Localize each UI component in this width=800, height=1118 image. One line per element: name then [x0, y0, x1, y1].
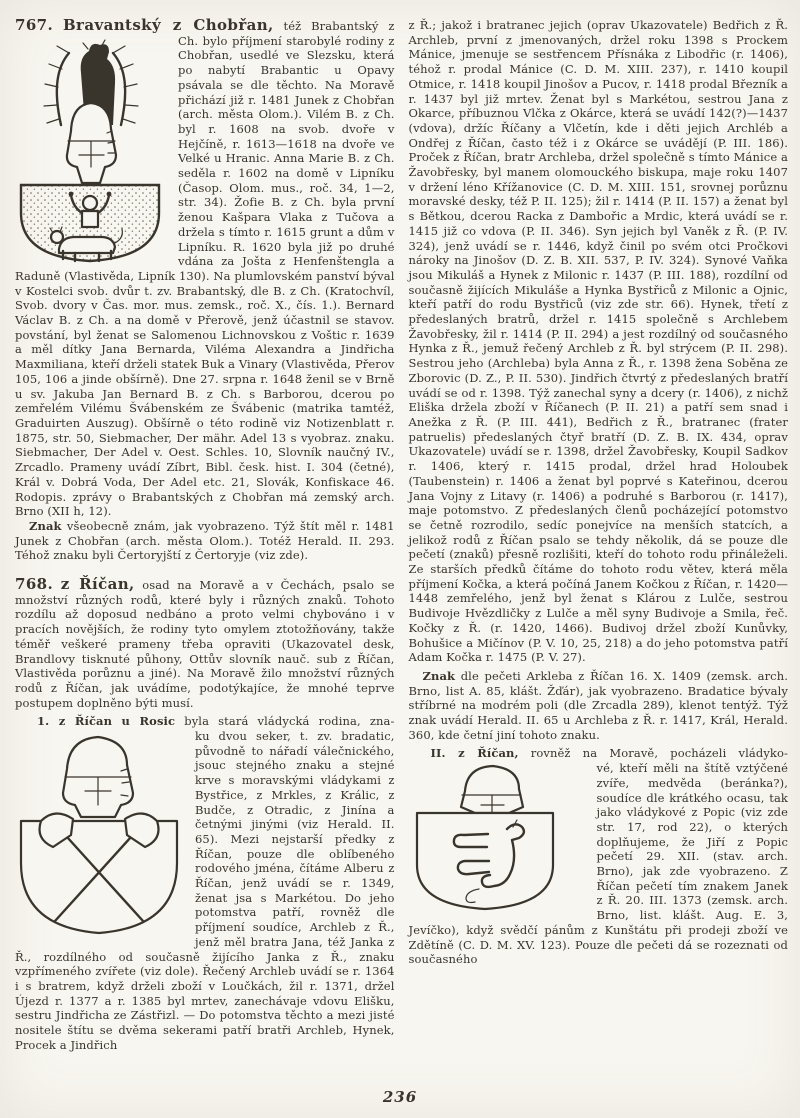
- section-1-body-text: ku dvou seker, t. zv. bradatic, původně to nářadí válečnického, jsouc stejného znaku a stejné krve s moravskými vládykami z Bystřice, z Mrkles, z Králic, z Budče, z Otradic, z Jinína a četnými jinými (viz Herald. II. 65). Mezi nejstarší předky z Říčan, pouze dle oblíbeného rodového jména, čítáme Alberu z Říčan, jenž uvádí se r. 1349, ženat jsa s Markétou. Do jeho potomstva patří, rovněž dle příjmení soudíce, Archleb z Ř., jenž měl bratra Jana, též Janka z Ř., rozdílného od současně žijícího Janka z Ř., znaku vzpřímeného zvířete (viz dole). Řečený Archleb uvádí se r. 1364 i s bratrem, když drželi zboží v Loučkách, žil r. 1371, držel Újezd r. 1377 a r. 1385 byl mrtev, zanechávaje vdovu Elišku, sestru Jindřicha ze Zástřizl. — Do potomstva těchto a mezi jisté nositele štítu se dvěma sekerami patří bratři Archleb, Hynek, Procek a Jindřich: [15, 729, 395, 1052]
- right-column: [409, 18, 789, 1053]
- entry-767-heading: [15, 18, 395, 34]
- entry-767-number: 767.: [15, 16, 54, 34]
- section-2-body-text: vé, kteří měli na štítě vztýčené zvíře, medvěda (beránka?), soudíce dle krátkého ocasu, tak jako vládykové z Popic (viz zde str. 17, rod 22), o kterých doplňujeme, že Jiří z Popic pečetí 29. XII. (stav. arch. Brno), jak zde vyobrazeno. Z Říčan pečetí tím znakem Janek z Ř. 20. III. 1373 (zemsk. arch. Brno, list. klášt. Aug. E. 3, Jevíčko), když svědčí pánům z Kunštátu při prodeji zboží ve Zdětíně (C. D. M. XV. 123). Pouze dle pečeti dá se rozeznati od současného: [408, 761, 788, 967]
- section-1-title: 1. z Říčan u Rosic: [37, 714, 176, 729]
- entry-768-number: 768.: [15, 575, 54, 594]
- great-helm: [67, 103, 116, 183]
- section-2-body: [409, 761, 789, 967]
- coat-of-arms-bradatice-image: [15, 731, 183, 937]
- continuation-paragraph: [409, 18, 789, 665]
- znak-text: všeobecně znám, jak vyobrazeno. Týž štít měl r. 1481 Junek z Chobřan (arch. města Olom.). Totéž Herald. II. 293. Téhož znaku byli Čertoryjští z Čertoryje (viz zde).: [15, 518, 395, 563]
- section-1-heading: [15, 714, 395, 729]
- entry-767-title: Bravantský z Chobřan,: [62, 16, 274, 34]
- shield-upright-animal: [417, 813, 553, 909]
- entry-767-heading-rest: též Brabantský z: [283, 19, 395, 33]
- section-2-title: II. z Říčan,: [430, 746, 519, 761]
- entry-768-body-text: osad na Moravě a v Čechách, psalo se množství různých rodů, které byly i různých znaků. Tohoto rozdílu až doposud nedbáno a proto velmi chybováno i v pracích novějších, že rodiny tyto omylem ztotožňovány, takže téměř veškeré prameny třeba opraviti (Ukazovatel desk, Brandlovy tisknuté půhony, Ottův slovník nauč. sub z Říčan, Vlastivěda porůznu a jiné). Na Moravě žilo množství různých rodů z Říčan, jak uvádíme, podotýkajíce, že mnohé teprve postupem doplněno býti musí.: [15, 578, 395, 710]
- entry-767-znak-paragraph: [15, 519, 395, 563]
- coat-of-arms-chobran-image: [15, 37, 165, 263]
- shield-man-and-dog: [21, 185, 159, 261]
- left-column: [15, 18, 395, 1053]
- section-1-body: [15, 729, 395, 1052]
- entry-768-title: z Říčan,: [60, 575, 135, 594]
- section-2-heading-rest: rovněž na Moravě, pocházeli vládyko-: [518, 746, 788, 761]
- entry-767-body-text: Ch. bylo příjmení starobylé rodiny z Chobřan, usedlé ve Slezsku, která po nabytí Brabantic u Opavy psávala se dle těchto. Na Moravě přichází již r. 1481 Junek z Chobřan (arch. města Olom.). Vilém B. z Ch. byl r. 1608 na svob. dvoře v Hejčíně, r. 1613—1618 na dvoře ve Velké u Hranic. Anna Marie B. z Ch. seděla r. 1602 na domě v Lipníku (Časop. Olom. mus., roč. 34, 1—2, str. 34). Žofie B. z Ch. byla první ženou Kašpara Vlaka z Tučova a držela s tímto r. 1615 grunt a dům v Lipníku. R. 1620 byla již po druhé vdána za Jošta z Henfenštengla a Raduně (Vlastivěda, Lipník 130). Na plumlovském panství býval v Kostelci svob. dvůr t. zv. Brabantský, dle B. z Ch. (Kratochvíl, Svob. dvory v Čas. mor. mus. zemsk., roč. X., čís. 1.). Bernard Václav B. z Ch. a na domě v Přerově, jenž účastnil se stavov. povstání, byl ženat se Salomenou Lichnovskou z Voštic r. 1639 a měl dítky Jana Bernarda, Viléma Alexandra a Jindřicha Maxmiliana, kteří drželi statek Buk a Vinary (Vlastivěda, Přerov 105, 106 a jinde obšírně). Dne 27. srpna r. 1648 ženil se v Brně u sv. Jakuba Jan Bernard B. z Ch. s Barborou, dcerou po zemřelém Vilému Švábenském ze Švábenic (matrika tamtéž, Graduirten Auszug). Obšírně o této rodině viz Notizenblatt r. 1875, str. 50, Siebmacher, Der mähr. Adel 13 s vyobraz. znaku. Siebmacher, Der Adel v. Oest. Schles. 10, Slovník naučný IV., Zrcadlo. Prameny uvádí Zíbrt, Bibl. česk. hist. I. 304 (četné), Král v. Dobrá Voda, Der Adel etc. 21, Slovák, Konfiskace 46. Rodopis. zprávy o Brabantských z Chobřan má zemský arch. Brno (XII h, 12).: [15, 33, 395, 519]
- coat-of-arms-lamb-image: [409, 763, 587, 913]
- page-number: 236: [382, 1088, 418, 1106]
- continuation-text: z Ř.; jakož i bratranec jejich (oprav Ukazovatele) Bedřich z Ř. Archleb, první z jmenovaných, držel roku 1398 s Prockem Mánice, jmenuje se sestřencem Přísnáka z Libodřic (r. 1406), téhož r. prodal Mánice (C. D. M. XIII. 237), r. 1410 koupil Otmice, r. 1418 koupil Jinošov a Pucov, r. 1418 prodal Březník a r. 1437 byl již mrtev. Ženat byl s Markétou, sestrou Jana z Okarce, příbuznou Vlčka z Okárce, která se uvádí 142(?)—1437 (vdova), držíc Říčany a Vlčetín, kde i děti jejich Archléb a Ondřej z Říčan, často též i z Okárce se uvádějí (P. III. 186). Proček z Říčan, bratr Archleba, držel společně s tímto Mánice a Žavobřesky, byl manem olomouckého biskupa, maje roku 1407 v držení léno Křížanovice (C. D. M. XIII. 151, srovnej porůznu moravské desky, též P. II. 125); žil r. 1414 (P. II. 157) a ženat byl s Bětkou, dcerou Racka z Dambořic a Mrdic, která uvádí se r. 1415 již co vdova (P. II. 346). Syn jejich byl Vaněk z Ř. (P. IV. 324), jenž uvádí se r. 1446, když činil po svém otci Pročkovi nároky na Jinošov (D. Z. B. XII. 537, P. IV. 324). Synové Vaňka jsou Mikuláš a Hynek z Milonic r. 1437 (P. III. 188), rozdílní od současně žijících Mikuláše a Hynka Bystřiců z Milonic a Ojnic, kteří patří do rodu Bystřiců (viz zde str. 66). Hynek, třetí z předeslaných bratrů, držel r. 1415 společně s Archlebem Žavobřesky, žil r. 1414 (P. II. 294) a jest rozdílný od současného Hynka z Ř., jemuž řečený Archleb z Ř. byl strýcem (P. II. 298). Sestrou jeho (Archleba) byla Anna z Ř., r. 1398 žena Soběna ze Zborovic (D. Z., P. II. 530). Jindřich čtvrtý z předeslaných bratří uvádí se od r. 1398. Týž zanechal syny a dcery (r. 1406), z nichž Eliška držela zboží v Říčanech (P. II. 21) a patří sem snad i Anežka z Ř. (P. III. 441), Bedřich z Ř., bratranec (frater patruelis) předeslaných čtyř bratří (D. Z. B. IX. 434, oprav Ukazovatele) uvádí se r. 1398, držel Žavobřesky, Koupil Sadkov r. 1406, který r. 1415 prodal, držel hrad Holoubek (Taubenstein) r. 1406 a ženat byl poprvé s Kateřinou, dcerou Jana Vojny z Litavy (r. 1406) a podruhé s Barborou (r. 1417), maje potomstvo. Z předeslaných členů pocházející potomstvo se četně rozrodilo, sedíc ponejvíce na menších statcích, a jelikož rodů z Říčan psalo se tehdy několik, dá se pouze dle pečetí (znaků) přesně rozlišiti, kteří do tohoto rodu přináleželi. Ze starších předků čítáme do tohoto rodu větev, která měla příjmení Kočka, a která počíná Janem Kočkou z Říčan, r. 1420—1448 zemřelého, jenž byl ženat s Klárou z Lulče, sestrou Budivoje Hvězdličky z Lulče a měl syny Budivoje a Smila, řeč. Kočky z Ř. (r. 1420, 1466). Budivoj držel zboží Kunůvky, Bohušice a Mičínov (P. V. 10, 25, 218) a do jeho potomstva patří Adam Kočka r. 1475 (P. V. 27).: [408, 18, 788, 665]
- znak-label: Znak: [29, 518, 62, 533]
- great-helm: [461, 766, 523, 813]
- znak-text: dle pečeti Arkleba z Říčan 16. X. 1409 (zemsk. arch. Brno, list A. 85, klášt. Žďár), jak vyobrazeno. Bradatice bývaly stříbrné na modrém poli (dle Zrcadla 289), klenot tentýž. Týž znak uvádí Herald. II. 65 u Archleba z Ř. r. 1417, Král, Herald. 360, kde četní jiní tohoto znaku.: [408, 668, 788, 742]
- entry-768-paragraph: [15, 577, 395, 710]
- great-helm: [63, 737, 133, 817]
- shield-crossed-axes: [21, 814, 177, 934]
- section-1-heading-rest: byla stará vládycká rodina, zna-: [175, 714, 395, 729]
- znak-label: Znak: [422, 668, 456, 683]
- entry-767-body: [15, 34, 395, 519]
- section-2-heading: [409, 746, 789, 761]
- ricany-znak-paragraph: [409, 669, 789, 743]
